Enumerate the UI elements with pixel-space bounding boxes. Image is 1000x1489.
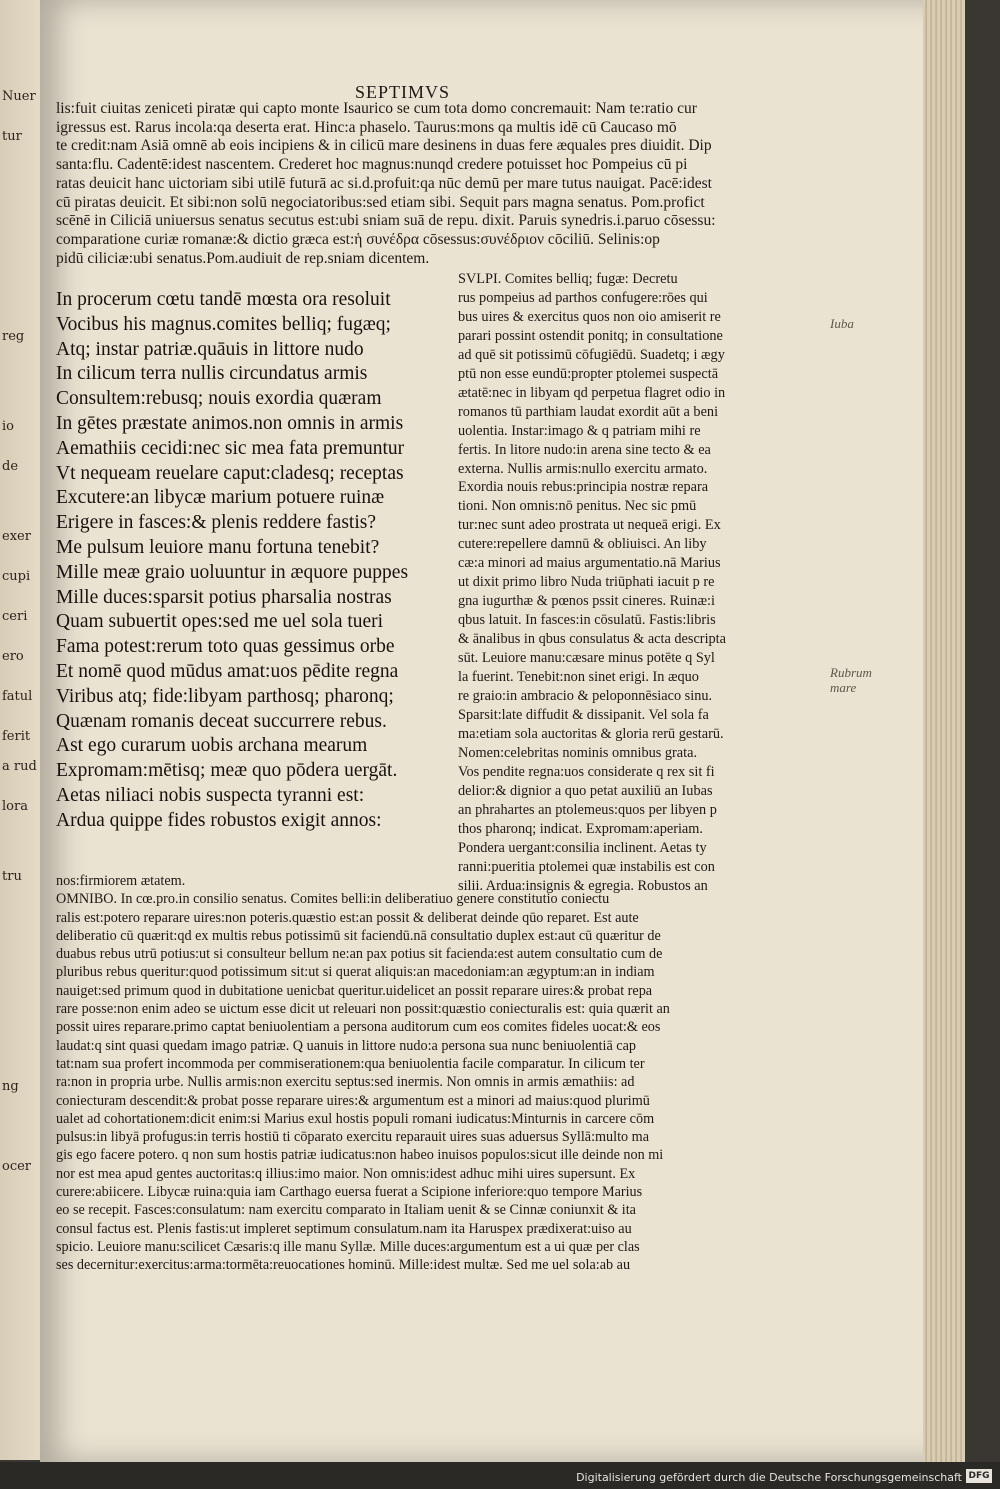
commentary-line: ut dixit primo libro Nuda triūphati iacuit p re <box>458 574 715 591</box>
commentary-line: ranni:pueritia ptolemei quæ instabilis est con <box>458 858 715 875</box>
verse-line: Aemathiis cecidi:nec sic mea fata premuntur <box>56 437 405 459</box>
verse-line: Consultem:rebusq; nouis exordia quæram <box>56 388 382 410</box>
commentary-line: ætatē:nec in libyam qd perpetua flagret odio in <box>458 384 726 401</box>
commentary-line: sūt. Leuiore manu:cæsare minus potēte q Syl <box>458 650 715 667</box>
commentary-line: santa:flu. Cadentē:idest nascentem. Crederet hoc magnus:nunqd credere potuisset hoc Pompeius cū pi <box>56 156 688 174</box>
verse-line: Ast ego curarum uobis archana mearum <box>56 735 368 757</box>
left-fragment: tru <box>2 870 22 884</box>
commentary-line: scēnē in Ciliciā uniuersus senatus secutus est:ubi sniam suā de repu. dixit. Paruis synedris.i.paruo cōsessu: <box>56 212 716 230</box>
left-fragment: a rud <box>2 760 37 774</box>
commentary-line: ralis est:potero reparare uires:non poteris.quæstio est:an possit & deliberat deinde qūo reparet. Est aute <box>56 909 639 926</box>
commentary-line: ratas deuicit hanc uictoriam sibi utilē futurā ac si.d.profuit:qa nūc demū per mare tutus nauigat. Pacē:idest <box>56 174 712 192</box>
commentary-line: silii. Ardua:insignis & egregia. Robustos an <box>458 877 708 894</box>
commentary-line: eo se recepit. Fasces:consulatum: nam exercitu comparato in Italiam uenit & se Cinnæ coniunxit & ita <box>56 1202 636 1219</box>
commentary-line: tat:nam sua profert incommoda per commiserationem:qua beniuolentia facile comparatur. In cilicum ter <box>56 1055 645 1072</box>
verse-line: In gētes præstate animos.non omnis in armis <box>56 412 404 434</box>
verse-line: Excutere:an libycæ marium potuere ruinæ <box>56 487 385 509</box>
commentary-line: qbus latuit. In fasces:in cōsulatū. Fastis:libris <box>458 612 716 629</box>
margin-note-rubrum: Rubrum mare <box>830 665 872 695</box>
verse-line: Me pulsum leuiore manu fortuna tenebit? <box>56 536 380 558</box>
commentary-line: pulsus:in libyā profugus:in terris hostiū ti cōparato exercitu reparauit uires suas aduersus Syllā:multo ma <box>56 1129 649 1146</box>
verse-line: Vt nequeam reuelare caput:cladesq; receptas <box>56 462 404 484</box>
commentary-line: rus pompeius ad parthos confugere:rōes qui <box>458 289 708 306</box>
commentary-line: re graio:in ambracio & peloponnēsiaco sinu. <box>458 687 713 704</box>
verse-line: Aetas niliaci nobis suspecta tyranni est: <box>56 784 365 806</box>
commentary-line: uolentia. Instar:imago & q patriam mihi re <box>458 422 701 439</box>
left-fragment: ero <box>2 650 24 664</box>
commentary-line: Vos pendite regna:uos considerate q rex sit fi <box>458 763 715 780</box>
margin-note-iuba: Iuba <box>830 316 854 331</box>
left-fragment: Nuer <box>2 90 36 104</box>
commentary-line: parari possint ostendit ponitq; in consultatione <box>458 327 723 344</box>
commentary-line: spicio. Leuiore manu:scilicet Cæsaris:q ille manu Syllæ. Mille duces:argumentum est a ui quæ per clas <box>56 1238 640 1255</box>
commentary-line: SVLPI. Comites belliq; fugæ: Decretu <box>458 271 678 287</box>
commentary-line: laudat:q sint quasi quedam imago patriæ. Q uanuis in littore nudo:a persona sua nunc beniuolentiā cap <box>56 1037 636 1054</box>
commentary-line: OMNIBO. In cœ.pro.in consilio senatus. Comites belli:in deliberatiuo genere constitutio coniectu <box>56 891 610 908</box>
verse-line: Vocibus his magnus.comites belliq; fugæq; <box>56 313 391 335</box>
commentary-line: ad quē sit potissimū cōfugiēdū. Suadetq; i ægy <box>458 346 725 363</box>
commentary-line: romanos tū parthiam laudat exordit aūt a beni <box>458 403 719 420</box>
verse-line: Et nomē quod mūdus amat:uos pēdite regna <box>56 660 399 682</box>
commentary-line: pidū ciliciæ:ubi senatus.Pom.audiuit de rep.sniam dicentem. <box>56 249 430 267</box>
commentary-line: an phrahartes an ptolemeus:quos per libyen p <box>458 801 717 818</box>
commentary-top <box>56 100 786 268</box>
commentary-line: nor est mea apud gentes auctoritas:q illius:imo maior. Non omnis:idest adhuc mihi uires supersunt. Ex <box>56 1165 636 1182</box>
commentary-line: curere:abiicere. Libycæ ruina:quia iam Carthago euersa fuerat a Scipione inferiore:quo tempore Marius <box>56 1184 643 1201</box>
commentary-line: ualet ad cohortationem:dicit enim:si Marius exul hostis populi romani iudicatus:Minturnis in carcere cōm <box>56 1110 655 1127</box>
left-fragment: exer <box>2 530 31 544</box>
commentary-bottom <box>56 872 791 1275</box>
commentary-line: ra:non in propria urbe. Nullis armis:non exercitu septus:sed inermis. Non omnis in armis æmathiis: ad <box>56 1074 635 1091</box>
left-fragment: de <box>2 460 19 474</box>
verse-line: Ardua quippe fides robustos exigit annos: <box>56 809 382 831</box>
commentary-line: coniecturam descendit:& probat posse reparare uires:& argumentum est a minori ad maius:quod plurimū <box>56 1092 650 1109</box>
left-fragment: reg <box>2 330 25 344</box>
commentary-line: consul factus est. Plenis fastis:ut impleret septimum consulatum.nam ita Haruspex prædixerat:uiso au <box>56 1220 632 1237</box>
verse-block <box>56 288 451 834</box>
verse-line: Erigere in fasces:& plenis reddere fastis? <box>56 512 376 534</box>
commentary-line: delior:& dignior a quo petat auxiliū an Iubas <box>458 782 713 799</box>
verse-line: Mille meæ graio uoluuntur in æquore puppes <box>56 561 409 583</box>
commentary-right <box>458 270 788 895</box>
commentary-line: Exordia nouis rebus:principia nostræ repara <box>458 479 709 496</box>
commentary-line: lis:fuit ciuitas zeniceti piratæ qui capto monte Isaurico se cum tota domo concremauit: Nam te:ratio cur <box>56 100 697 117</box>
verse-line: Viribus atq; fide:libyam parthosq; pharonq; <box>56 685 394 707</box>
commentary-line: fertis. In litore nudo:in arena sine tecto & ea <box>458 441 711 458</box>
commentary-line: Pondera uergant:consilia inclinent. Aetas ty <box>458 839 707 856</box>
verse-line: Fama potest:rerum toto quas gessimus orbe <box>56 636 395 658</box>
left-fragment: fatul <box>2 690 33 704</box>
left-fragment: cupi <box>2 570 31 584</box>
left-fragment: ocer <box>2 1160 32 1174</box>
commentary-line: duabus rebus utrū potius:ut si consulteur bellum ne:an pax potius sit facienda:est autem consultatio cum de <box>56 946 663 963</box>
commentary-line: tur:nec sunt adeo prostrata ut nequeā erigi. Ex <box>458 517 721 534</box>
commentary-line: rare posse:non enim adeo se uictum esse dicit ut releuari non possit:quæstio coniecturalis est: quia quærit an <box>56 1001 670 1018</box>
dfg-logo-icon: DFG <box>966 1469 992 1483</box>
commentary-line: igressus est. Rarus incola:qa deserta erat. Hinc:a phaselo. Taurus:mons qa multis idē cū Caucaso mō <box>56 118 677 136</box>
commentary-line: gna iugurthæ & pœnos pssit cineres. Ruinæ:i <box>458 593 715 610</box>
verse-line: Expromam:mētisq; meæ quo pōdera uergāt. <box>56 760 398 782</box>
verse-line: Quam subuertit opes:sed me uel sola tueri <box>56 611 384 633</box>
commentary-line: te credit:nam Asiā omnē ab eois incipiens & in cilicū mare desinens in duas fere æquales pres diuidit. Dip <box>56 137 712 155</box>
commentary-line: cutere:repellere damnū & obliuisci. An liby <box>458 536 707 553</box>
commentary-line: deliberatio cū quærit:qd ex multis rebus potissimū sit faciendū.nā consultatio duplex est:aut cū quæritur de <box>56 927 661 944</box>
commentary-line: nauiget:sed primum quod in dubitatione uenicbat queritur.uidelicet an possit reparare uires:& probat repa <box>56 982 653 999</box>
commentary-line: externa. Nullis armis:nullo exercitu armato. <box>458 460 708 477</box>
commentary-line: la fuerint. Tenebit:non sinet erigi. In æquo <box>458 669 699 686</box>
commentary-line: Nomen:celebritas nominis omnibus grata. <box>458 744 698 761</box>
commentary-line: thos pharonq; indicat. Expromam:aperiam. <box>458 820 703 837</box>
footer-credit: Digitalisierung gefördert durch die Deutsche Forschungsgemeinschaft <box>576 1471 962 1484</box>
commentary-line: gis ego facere potero. q non sum hostis patriæ iudicatus:non habeo inuisos populos:sicut ille deinde non mi <box>56 1147 664 1164</box>
left-fragment: ng <box>2 1080 19 1094</box>
commentary-line: cū piratas deuicit. Et sibi:non solū negociatoribus:sed etiam sibi. Sequit pars magna senatus. Pom.profict <box>56 193 705 211</box>
running-head: SEPTIMVS <box>355 82 451 102</box>
commentary-line: possit uires reparare.primo captat beniuolentiam a persona auditorum cum eos comites fideles uocat:& eos <box>56 1019 661 1036</box>
left-fragment: io <box>2 420 14 434</box>
commentary-line: Sparsit:late diffudit & dissipanit. Vel sola fa <box>458 706 709 723</box>
verse-line: In procerum cœtu tandē mœsta ora resoluit <box>56 289 391 310</box>
commentary-line: pluribus rebus queritur:quod potissimum sit:ut si querat aliquis:an macedoniam:an ægyptum:an in indiam <box>56 964 655 981</box>
commentary-line: comparatione curiæ romanæ:& dictio græca est:ἡ συνέδρα cōsessus:συνέδριον cōciliū. Selinis:op <box>56 230 660 248</box>
left-fragment: ceri <box>2 610 28 624</box>
commentary-line: ma:etiam sola auctoritas & gloria rerū gestarū. <box>458 725 724 742</box>
verse-line: Atq; instar patriæ.quāuis in littore nudo <box>56 338 364 360</box>
page-edges <box>923 0 965 1462</box>
commentary-line: ses decernitur:exercitus:arma:tormēta:reuocationes hominū. Mille:idest multæ. Sed me uel sola:ab au <box>56 1257 631 1274</box>
left-fragment: tur <box>2 130 22 144</box>
verse-line: Mille duces:sparsit potius pharsalia nostras <box>56 586 392 608</box>
left-fragment: ferit <box>2 730 31 744</box>
commentary-line: nos:firmiorem ætatem. <box>56 873 186 889</box>
commentary-line: tioni. Non omnis:nō penitus. Nec sic pmū <box>458 498 697 515</box>
commentary-line: cæ:a minori ad maius argumentatio.nā Marius <box>458 555 721 572</box>
commentary-line: bus uires & exercitus quos non oio amiserit re <box>458 308 721 325</box>
left-fragment: lora <box>2 800 28 814</box>
verse-line: In cilicum terra nullis circundatus armis <box>56 363 368 385</box>
commentary-line: & ānalibus in qbus consulatus & acta descripta <box>458 631 727 648</box>
commentary-line: ptū non esse eundū:propter ptolemei suspectā <box>458 365 719 382</box>
verse-line: Quænam romanis deceat succurrere rebus. <box>56 710 387 732</box>
